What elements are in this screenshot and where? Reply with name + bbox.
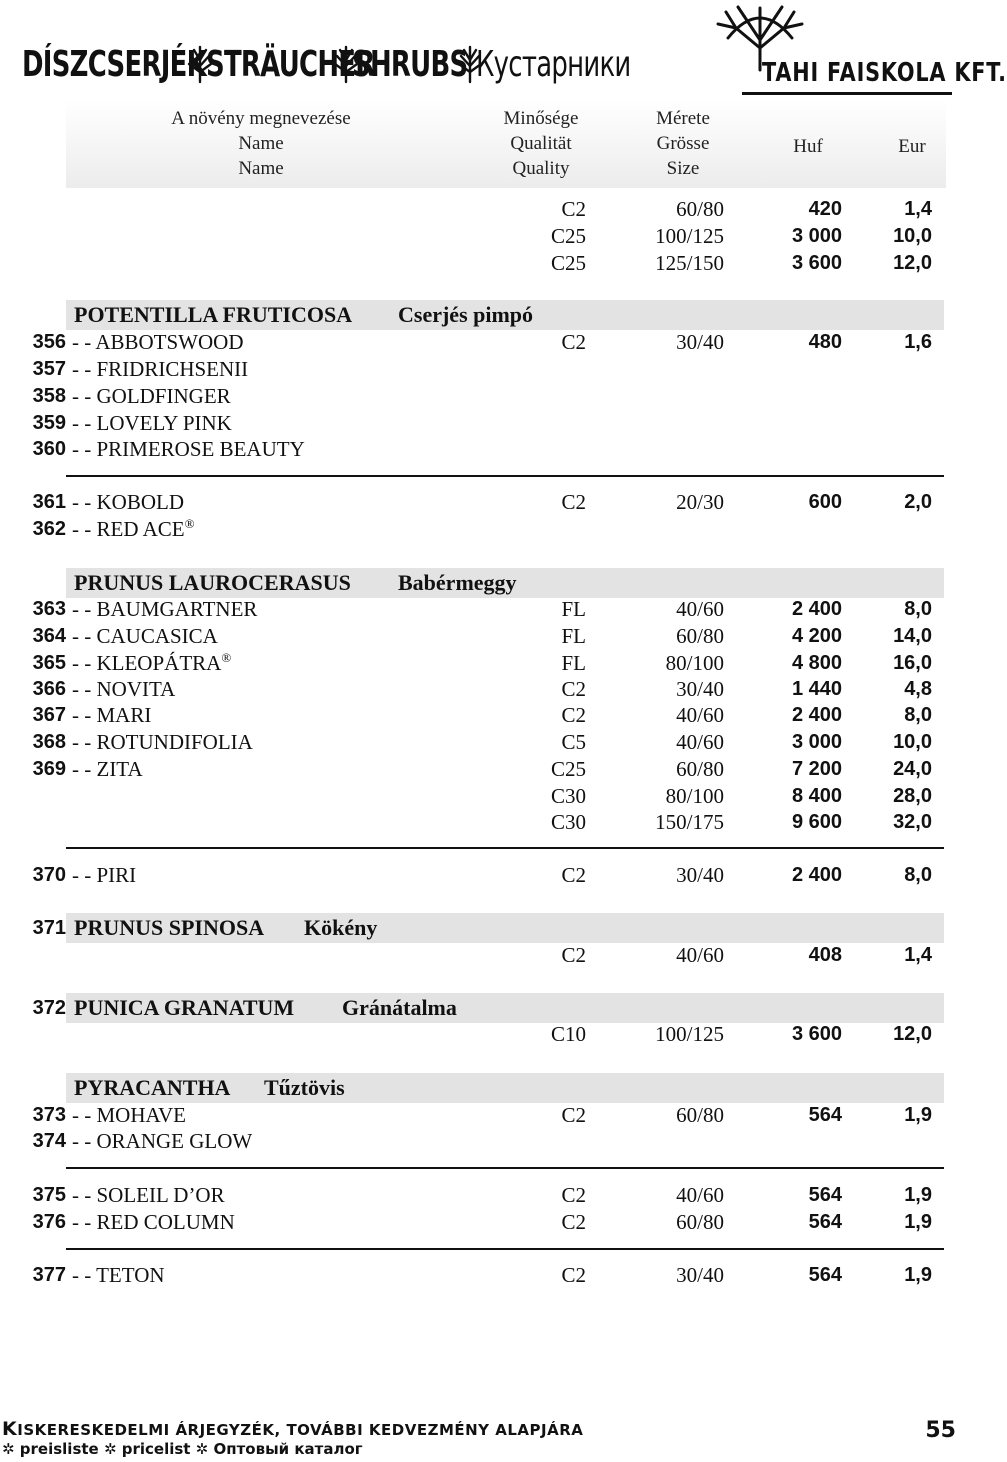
cell-number: 365 <box>32 652 66 674</box>
cell-price-huf: 420 <box>808 198 842 220</box>
table-row <box>0 809 960 836</box>
cell-quality: C2 <box>561 490 586 514</box>
cell-size: 150/175 <box>655 810 724 834</box>
cell-quality: C2 <box>561 1210 586 1234</box>
cell-size: 100/125 <box>655 224 724 248</box>
cell-number: 363 <box>32 598 66 620</box>
cell-quality: C30 <box>550 810 586 834</box>
cell-number: 362 <box>32 518 66 540</box>
genus-latin: PRUNUS LAUROCERASUS <box>74 570 351 595</box>
footer-subcaption: ✲ preisliste ✲ pricelist ✲ Оптовый каталог <box>2 1440 363 1458</box>
table-row <box>0 756 960 783</box>
cell-size: 60/80 <box>676 197 724 221</box>
cell-quality: C30 <box>550 784 586 808</box>
section-divider <box>66 1167 944 1169</box>
cell-price-eur: 1,9 <box>904 1264 932 1286</box>
table-row <box>0 196 960 223</box>
cell-price-eur: 1,9 <box>904 1211 932 1233</box>
cell-price-huf: 2 400 <box>791 598 842 620</box>
cell-quality: C2 <box>561 677 586 701</box>
cell-name: - - TETON <box>72 1263 165 1287</box>
cell-quality: C10 <box>550 1022 586 1046</box>
cell-price-eur: 1,4 <box>904 944 932 966</box>
table-row <box>0 783 960 810</box>
table-row <box>0 223 960 250</box>
cell-name: - - ROTUNDIFOLIA <box>72 730 253 754</box>
table-row <box>0 1182 960 1209</box>
col-quality-hu: Minősége <box>503 108 579 129</box>
cell-number: 371 <box>32 917 66 939</box>
cell-number: 368 <box>32 731 66 753</box>
footer-caption-rest: ISKERESKEDELMI ÁRJEGYZÉK, TOVÁBBI KEDVEZMÉNY ALAPJÁRA <box>17 1421 584 1439</box>
table-row <box>0 1209 960 1236</box>
col-name-hu: A növény megnevezése <box>171 108 351 129</box>
cell-number: 369 <box>32 758 66 780</box>
cell-price-huf: 4 200 <box>791 625 842 647</box>
col-size-de: Grösse <box>656 133 710 154</box>
cell-price-eur: 24,0 <box>893 758 932 780</box>
table-row <box>0 1021 960 1048</box>
cell-name: - - PIRI <box>72 863 137 887</box>
cell-price-huf: 564 <box>808 1264 842 1286</box>
genus-heading <box>66 913 944 943</box>
cell-price-eur: 10,0 <box>893 731 932 753</box>
table-row <box>0 650 960 677</box>
col-size-en: Size <box>666 158 700 179</box>
cell-quality: FL <box>561 624 586 648</box>
cell-quality: C25 <box>550 224 586 248</box>
cell-price-huf: 8 400 <box>791 785 842 807</box>
cell-quality: FL <box>561 651 586 675</box>
cell-size: 60/80 <box>676 757 724 781</box>
table-row <box>0 596 960 623</box>
cell-name: - - GOLDFINGER <box>72 384 231 408</box>
cell-number: 377 <box>32 1264 66 1286</box>
cell-name: - - SOLEIL D’OR <box>72 1183 225 1207</box>
company-rule <box>742 92 952 95</box>
cell-size: 80/100 <box>665 784 724 808</box>
cell-size: 30/40 <box>676 863 724 887</box>
col-size-header <box>628 106 738 181</box>
section-divider <box>66 475 944 477</box>
cell-number: 373 <box>32 1104 66 1126</box>
page-header <box>22 34 631 94</box>
cell-size: 80/100 <box>665 651 724 675</box>
cell-price-huf: 2 400 <box>791 864 842 886</box>
table-row <box>0 676 960 703</box>
cell-price-huf: 3 000 <box>791 731 842 753</box>
genus-heading <box>66 993 944 1023</box>
cell-price-eur: 8,0 <box>904 598 932 620</box>
table-row <box>0 329 960 356</box>
cell-number: 367 <box>32 704 66 726</box>
cell-name: - - KLEOPÁTRA® <box>72 650 232 675</box>
cell-size: 30/40 <box>676 677 724 701</box>
genus-latin: POTENTILLA FRUTICOSA <box>74 302 353 327</box>
col-quality-header <box>486 106 596 181</box>
genus-hungarian: Cserjés pimpó <box>398 302 534 327</box>
cell-price-eur: 14,0 <box>893 625 932 647</box>
page-number: 55 <box>925 1418 956 1443</box>
cell-name: - - MARI <box>72 703 152 727</box>
genus-hungarian: Kökény <box>304 915 378 940</box>
cell-size: 40/60 <box>676 1183 724 1207</box>
cell-size: 100/125 <box>655 1022 724 1046</box>
company-name: TAHI FAISKOLA KFT. <box>762 58 1007 88</box>
cell-name: - - BAUMGARTNER <box>72 597 258 621</box>
cell-name: - - ABBOTSWOOD <box>72 330 244 354</box>
cell-number: 374 <box>32 1130 66 1152</box>
cell-quality: C25 <box>550 251 586 275</box>
cell-number: 372 <box>32 997 66 1019</box>
genus-hungarian: Tűztövis <box>264 1075 345 1100</box>
table-row <box>0 250 960 277</box>
cell-quality: C2 <box>561 1103 586 1127</box>
cell-price-huf: 2 400 <box>791 704 842 726</box>
cell-name: - - RED ACE® <box>72 516 195 541</box>
cell-name: - - LOVELY PINK <box>72 411 232 435</box>
cell-size: 60/80 <box>676 624 724 648</box>
cell-size: 30/40 <box>676 330 724 354</box>
cell-number: 375 <box>32 1184 66 1206</box>
cell-number: 366 <box>32 678 66 700</box>
footer-caption: KISKERESKEDELMI ÁRJEGYZÉK, TOVÁBBI KEDVEZMÉNY ALAPJÁRA <box>2 1418 584 1440</box>
cell-quality: C2 <box>561 863 586 887</box>
cell-name: - - RED COLUMN <box>72 1210 235 1234</box>
cell-price-huf: 564 <box>808 1104 842 1126</box>
cell-price-eur: 8,0 <box>904 864 932 886</box>
cell-name: - - KOBOLD <box>72 490 184 514</box>
table-row <box>0 383 960 410</box>
section-divider <box>66 847 944 849</box>
cell-name: - - MOHAVE <box>72 1103 186 1127</box>
cell-quality: C25 <box>550 757 586 781</box>
header-word-english: SHRUBS <box>352 43 468 85</box>
cell-quality: C2 <box>561 943 586 967</box>
cell-price-eur: 1,9 <box>904 1104 932 1126</box>
cell-price-eur: 12,0 <box>893 1023 932 1045</box>
header-word-russian: Кустарники <box>476 43 631 85</box>
table-row <box>0 729 960 756</box>
cell-price-huf: 3 000 <box>791 225 842 247</box>
cell-price-eur: 2,0 <box>904 491 932 513</box>
table-row <box>0 436 960 463</box>
table-row <box>0 489 960 516</box>
registered-mark: ® <box>221 650 232 665</box>
cell-name: - - ORANGE GLOW <box>72 1129 253 1153</box>
cell-size: 40/60 <box>676 730 724 754</box>
cell-price-eur: 8,0 <box>904 704 932 726</box>
genus-hungarian: Babérmeggy <box>398 570 517 595</box>
col-huf-header: Huf <box>793 136 823 157</box>
genus-heading <box>66 1073 944 1103</box>
cell-quality: C2 <box>561 703 586 727</box>
cell-quality: C2 <box>561 1263 586 1287</box>
cell-number: 357 <box>32 358 66 380</box>
cell-price-huf: 3 600 <box>791 252 842 274</box>
table-row <box>0 1128 960 1155</box>
cell-price-huf: 9 600 <box>791 811 842 833</box>
cell-size: 40/60 <box>676 943 724 967</box>
cell-size: 60/80 <box>676 1210 724 1234</box>
cell-name: - - FRIDRICHSENII <box>72 357 249 381</box>
genus-latin: PUNICA GRANATUM <box>74 995 295 1020</box>
cell-price-eur: 12,0 <box>893 252 932 274</box>
table-row <box>0 1102 960 1129</box>
cell-price-eur: 4,8 <box>904 678 932 700</box>
table-row <box>0 862 960 889</box>
genus-latin: PRUNUS SPINOSA <box>74 915 265 940</box>
cell-price-eur: 16,0 <box>893 652 932 674</box>
cell-quality: C5 <box>561 730 586 754</box>
header-word-german: STRÄUCHER <box>206 43 375 85</box>
cell-price-eur: 32,0 <box>893 811 932 833</box>
cell-size: 20/30 <box>676 490 724 514</box>
col-eur-header: Eur <box>898 136 926 157</box>
section-divider <box>66 1248 944 1250</box>
cell-size: 40/60 <box>676 597 724 621</box>
table-row <box>0 702 960 729</box>
table-row <box>0 356 960 383</box>
header-word-hungarian: DÍSZCSERJÉK <box>22 43 206 85</box>
cell-number: 358 <box>32 385 66 407</box>
cell-number: 364 <box>32 625 66 647</box>
cell-quality: C2 <box>561 330 586 354</box>
cell-number: 376 <box>32 1211 66 1233</box>
col-name-en: Name <box>238 158 284 179</box>
genus-heading <box>66 300 944 330</box>
col-name-header <box>146 106 376 181</box>
table-row <box>0 942 960 969</box>
col-size-hu: Mérete <box>656 108 710 129</box>
cell-price-huf: 564 <box>808 1211 842 1233</box>
cell-size: 30/40 <box>676 1263 724 1287</box>
cell-size: 125/150 <box>655 251 724 275</box>
cell-price-huf: 408 <box>808 944 842 966</box>
cell-number: 359 <box>32 412 66 434</box>
cell-name: - - NOVITA <box>72 677 176 701</box>
cell-price-huf: 600 <box>808 491 842 513</box>
col-name-de: Name <box>238 133 284 154</box>
cell-price-huf: 3 600 <box>791 1023 842 1045</box>
cell-price-eur: 1,4 <box>904 198 932 220</box>
cell-price-huf: 480 <box>808 331 842 353</box>
cell-price-eur: 1,9 <box>904 1184 932 1206</box>
cell-price-huf: 564 <box>808 1184 842 1206</box>
cell-number: 370 <box>32 864 66 886</box>
genus-heading <box>66 568 944 598</box>
col-quality-de: Qualität <box>510 133 572 154</box>
registered-mark: ® <box>184 516 195 531</box>
cell-number: 360 <box>32 438 66 460</box>
cell-price-huf: 4 800 <box>791 652 842 674</box>
genus-hungarian: Gránátalma <box>342 995 457 1020</box>
cell-number: 361 <box>32 491 66 513</box>
cell-quality: C2 <box>561 197 586 221</box>
column-header <box>66 100 946 188</box>
cell-name: - - ZITA <box>72 757 143 781</box>
cell-name: - - PRIMEROSE BEAUTY <box>72 437 305 461</box>
cell-price-eur: 1,6 <box>904 331 932 353</box>
cell-price-eur: 28,0 <box>893 785 932 807</box>
cell-quality: C2 <box>561 1183 586 1207</box>
cell-price-huf: 1 440 <box>791 678 842 700</box>
table-row <box>0 623 960 650</box>
table-row <box>0 410 960 437</box>
cell-price-huf: 7 200 <box>791 758 842 780</box>
col-quality-en: Quality <box>512 158 570 179</box>
cell-price-eur: 10,0 <box>893 225 932 247</box>
table-row <box>0 1262 960 1289</box>
cell-number: 356 <box>32 331 66 353</box>
cell-size: 60/80 <box>676 1103 724 1127</box>
cell-name: - - CAUCASICA <box>72 624 218 648</box>
cell-quality: FL <box>561 597 586 621</box>
genus-latin: PYRACANTHA <box>74 1075 231 1100</box>
cell-size: 40/60 <box>676 703 724 727</box>
table-row <box>0 516 960 543</box>
